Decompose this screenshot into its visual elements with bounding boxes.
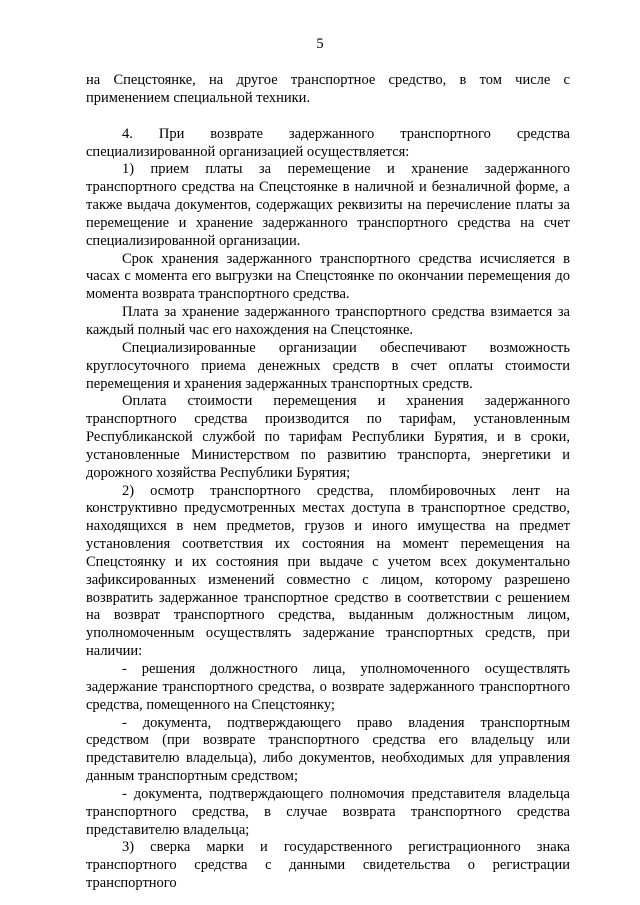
paragraph-item-4: 4. При возврате задержанного транспортного средства специализированной организацией осуществляется:: [86, 125, 570, 160]
paragraph-subitem-3: 3) сверка марки и государственного регистрационного знака транспортного средства с данными свидетельства о регистрации транспортного: [86, 839, 570, 892]
paragraph-subitem-2: 2) осмотр транспортного средства, пломбировочных лент на конструктивно предусмотренных местах доступа в транспортное средство, находящихся в нем предметов, грузов и иного имущества на предмет установления соответствия их состояния на момент перемещения на Спецстоянку и их состояния при выдаче с учетом всех документально зафиксированных изменений совместно с лицом, которому разрешено возвратить задержанное транспортное средство в соответствии с решением на возврат транспортного средства, выданным должностным лицом, уполномоченным осуществлять задержание транспортных средств, при наличии:: [86, 482, 570, 660]
paragraph-subitem-1: 1) прием платы за перемещение и хранение задержанного транспортного средства на Спецстоянке в наличной и безналичной форме, а также выдача документов, содержащих реквизиты на перечисление платы за перемещение и хранение задержанного транспортного средства на счет специализированной организации.: [86, 161, 570, 249]
paragraph-bullet-decision: - решения должностного лица, уполномоченного осуществлять задержание транспортного средства, о возврате задержанного транспортного средства, помещенного на Спецстоянку;: [86, 661, 570, 713]
paragraph-storage-term: Срок хранения задержанного транспортного средства исчисляется в часах с момента его выгрузки на Спецстоянке по окончании перемещения до момента возврата транспортного средства.: [86, 250, 570, 303]
paragraph-bullet-representative: - документа, подтверждающего полномочия представителя владельца транспортного средства, в случае возврата транспортного средства представителю владельца;: [86, 785, 570, 838]
paragraph-bullet-ownership: - документа, подтверждающего право владения транспортным средством (при возврате транспортного средства его владельцу или представителю владельца), либо документов, необходимых для управления данным транспортным средством;: [86, 714, 570, 785]
paragraph-continuation: на Спецстоянке, на другое транспортное средство, в том числе с применением специальной техники.: [86, 72, 570, 106]
paragraph-payment-acceptance: Специализированные организации обеспечивают возможность круглосуточного приема денежных средств в счет оплаты стоимости перемещения и хранения задержанных транспортных средств.: [86, 339, 570, 392]
paragraph-tariffs: Оплата стоимости перемещения и хранения задержанного транспортного средства производится по тарифам, установленным Республиканской службой по тарифам Республики Бурятия, и в сроки, установленные Министерством по развитию транспорта, энергетики и дорожного хозяйства Республики Бурятия;: [86, 393, 570, 481]
paragraph-storage-fee: Плата за хранение задержанного транспортного средства взимается за каждый полный час его нахождения на Спецстоянке.: [86, 304, 570, 338]
page-number: 5: [316, 36, 324, 52]
document-body: [86, 72, 570, 893]
